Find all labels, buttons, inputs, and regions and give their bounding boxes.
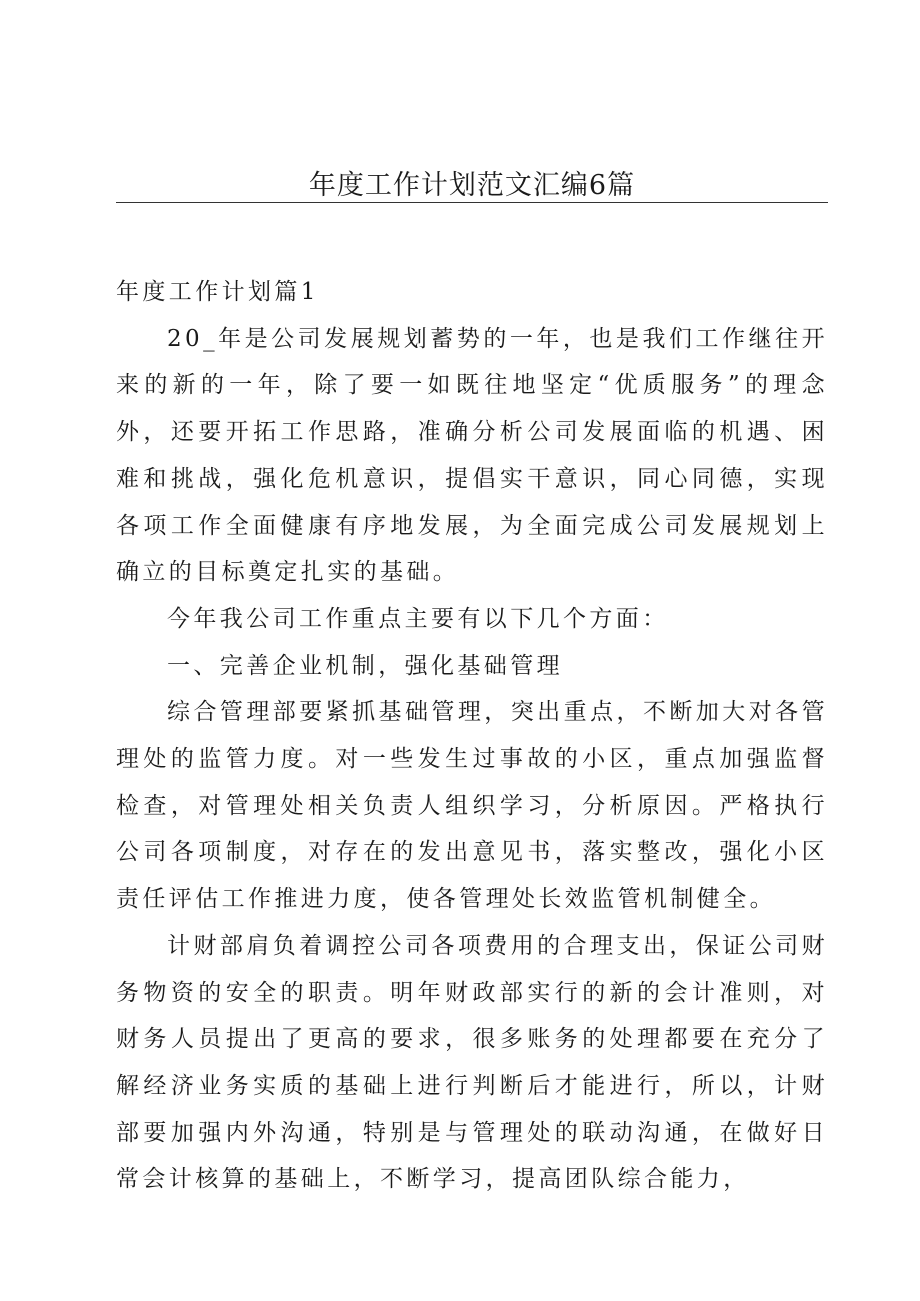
document-body xyxy=(116,269,828,1203)
section-heading: 年度工作计划篇1 xyxy=(116,279,319,305)
paragraph-intro: 20_年是公司发展规划蓄势的一年，也是我们工作继往开来的新的一年，除了要一如既往地坚定“优质服务”的理念外，还要开拓工作思路，准确分析公司发展面临的机遇、困难和挑战，强化危机意识，提倡实干意识，同心同德，实现各项工作全面健康有序地发展，为全面完成公司发展规划上确立的目标奠定扎实的基础。 xyxy=(116,325,828,586)
paragraph-finance: 计财部肩负着调控公司各项费用的合理支出，保证公司财务物资的安全的职责。明年财政部实行的新的会计准则，对财务人员提出了更高的要求，很多账务的处理都要在充分了解经济业务实质的基础上进行判断后才能进行，所以，计财部要加强内外沟通，特别是与管理处的联动沟通，在做好日常会计核算的基础上，不断学习，提高团队综合能力， xyxy=(116,932,828,1193)
title-underline xyxy=(116,202,828,203)
subheading-1: 一、完善企业机制，强化基础管理 xyxy=(167,652,563,679)
paragraph-management: 综合管理部要紧抓基础管理，突出重点，不断加大对各管理处的监管力度。对一些发生过事故的小区，重点加强监督检查，对管理处相关负责人组织学习，分析原因。严格执行公司各项制度，对存在的发出意见书，落实整改，强化小区责任评估工作推进力度，使各管理处长效监管机制健全。 xyxy=(116,699,828,913)
paragraph-key-points: 今年我公司工作重点主要有以下几个方面： xyxy=(167,605,669,632)
document-title: 年度工作计划范文汇编6篇 xyxy=(308,170,636,201)
